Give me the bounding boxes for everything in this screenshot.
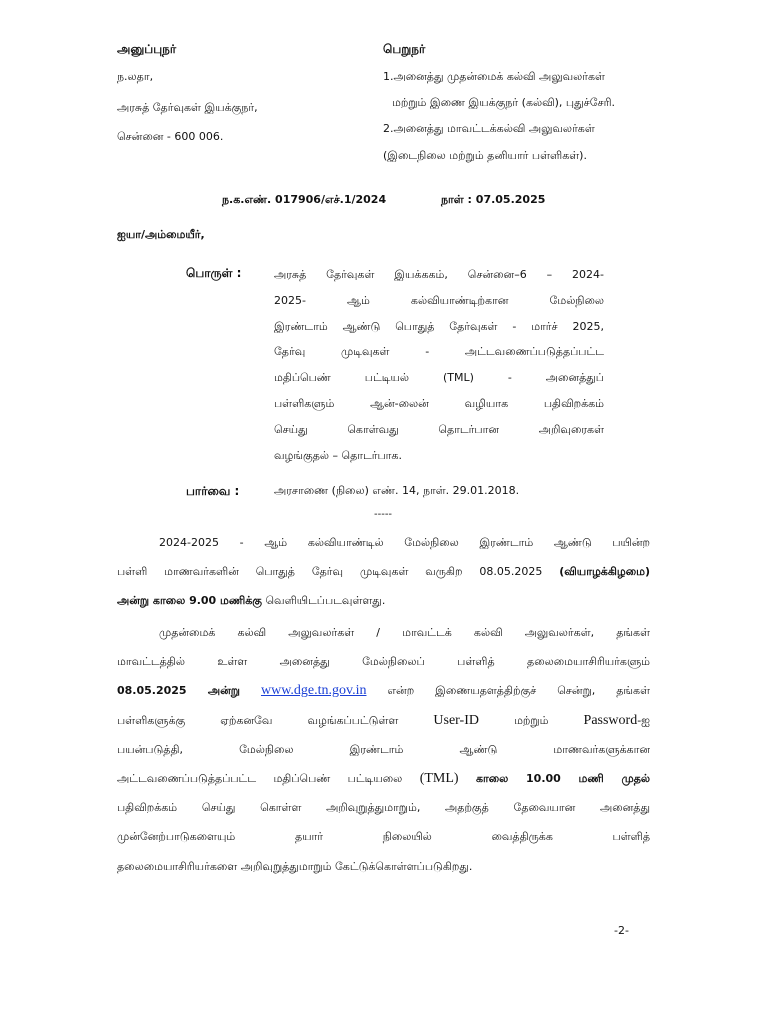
paragraph-line — [117, 764, 650, 793]
subject-line: 2025- ஆம் கல்வியாண்டிற்கான மேல்நிலை — [274, 293, 604, 307]
recipient-line-2: மற்றும் இணை இயக்குநர் (கல்வி), புதுச்சேரி. — [392, 96, 616, 109]
subject-line: செய்து கொள்வது தொடர்பான அறிவுரைகள் — [274, 422, 604, 436]
paragraph-line — [117, 706, 650, 735]
sender-designation: அரசுத் தேர்வுகள் இயக்குநர், — [117, 101, 258, 114]
recipient-heading: பெறுநர் — [383, 42, 426, 56]
salutation: ஐயா/அம்மையீர், — [117, 228, 205, 241]
sender-city: சென்னை - 600 006. — [117, 130, 224, 143]
user-id-term: User-ID — [433, 712, 479, 728]
paragraph-text: பள்ளி மாணவர்களின் பொதுத் தேர்வு முடிவுகள் வருகிற 08.05.2025 — [117, 565, 543, 579]
subject-line: இரண்டாம் ஆண்டு பொதுத் தேர்வுகள் - மார்ச் 2025, — [274, 319, 604, 333]
paragraph-text: மற்றும் — [514, 713, 549, 727]
paragraph-text: பள்ளிகளுக்கு ஏற்கனவே வழங்கப்பட்டுள்ள — [117, 713, 399, 727]
subject-line: மதிப்பெண் பட்டியல் (TML) - அனைத்துப் — [274, 371, 604, 385]
password-term: Password — [583, 712, 638, 728]
tml-term: (TML) — [419, 770, 459, 786]
subject-line: அரசுத் தேர்வுகள் இயக்ககம், சென்னை–6 – 2024- — [274, 268, 604, 281]
paragraph-line — [117, 586, 650, 615]
paragraph-bold-text: (வியாழக்கிழமை) — [559, 565, 650, 579]
recipient-line-1: 1.அனைத்து முதன்மைக் கல்வி அலுவலர்கள் — [383, 70, 605, 83]
subject-label: பொருள் : — [186, 266, 242, 280]
paragraph-line: பதிவிறக்கம் செய்து கொள்ள அறிவுறுத்துமாறும், அதற்குத் தேவையான அனைத்து — [117, 801, 650, 815]
paragraph-text: என்ற இணையதளத்திற்குச் சென்று, தங்கள் — [387, 684, 650, 698]
paragraph-text: அட்டவணைப்படுத்தப்பட்ட மதிப்பெண் பட்டியலை — [117, 771, 403, 785]
paragraph-text: -ஐ — [637, 713, 650, 727]
page-number: -2- — [614, 924, 629, 937]
paragraph-line: தலைமையாசிரியர்களை அறிவுறுத்துமாறும் கேட்டுக்கொள்ளப்படுகிறது. — [117, 859, 473, 873]
paragraph-line: மாவட்டத்தில் உள்ள அனைத்து மேல்நிலைப் பள்ளித் தலைமையாசிரியர்களும் — [117, 655, 650, 669]
paragraph-line — [117, 557, 650, 586]
sender-heading: அனுப்புநர் — [117, 42, 177, 56]
paragraph-2 — [117, 618, 650, 881]
separator: ----- — [374, 509, 393, 520]
subject-line: வழங்குதல் – தொடர்பாக. — [274, 448, 402, 462]
paragraph-line: முன்னேற்பாடுகளையும் தயார் நிலையில் வைத்திருக்க பள்ளித் — [117, 830, 650, 844]
paragraph-line: பயன்படுத்தி, மேல்நிலை இரண்டாம் ஆண்டு மாணவர்களுக்கான — [117, 742, 650, 756]
reference-label: பார்வை : — [186, 484, 240, 498]
paragraph-bold-text: 08.05.2025 அன்று — [117, 684, 240, 698]
subject-line: பள்ளிகளும் ஆன்-லைன் வழியாக பதிவிறக்கம் — [274, 396, 604, 410]
reference-text: அரசாணை (நிலை) எண். 14, நாள். 29.01.2018. — [274, 484, 520, 497]
subject-text — [274, 262, 604, 468]
reference-date: நாள் : 07.05.2025 — [441, 193, 546, 206]
subject-line: தேர்வு முடிவுகள் - அட்டவணைப்படுத்தப்பட்ட — [274, 345, 604, 359]
paragraph-bold-text: அன்று காலை 9.00 மணிக்கு — [117, 594, 262, 608]
paragraph-bold-text: காலை 10.00 மணி முதல் — [475, 771, 650, 785]
sender-name: ந.லதா, — [117, 70, 154, 83]
reference-number: ந.க.எண். 017906/எச்.1/2024 — [222, 193, 387, 206]
paragraph-line: 2024-2025 - ஆம் கல்வியாண்டில் மேல்நிலை இரண்டாம் ஆண்டு பயின்ற — [159, 536, 650, 549]
paragraph-1 — [117, 528, 650, 616]
recipient-line-4: (இடைநிலை மற்றும் தனியார் பள்ளிகள்). — [383, 149, 587, 162]
paragraph-text: வெளியிடப்படவுள்ளது. — [265, 594, 386, 608]
recipient-line-3: 2.அனைத்து மாவட்டக்கல்வி அலுவலர்கள் — [383, 122, 595, 135]
paragraph-line — [117, 676, 650, 705]
website-link[interactable]: www.dge.tn.gov.in — [260, 683, 367, 699]
paragraph-line: முதன்மைக் கல்வி அலுவலர்கள் / மாவட்டக் கல்வி அலுவலர்கள், தங்கள் — [159, 626, 650, 639]
